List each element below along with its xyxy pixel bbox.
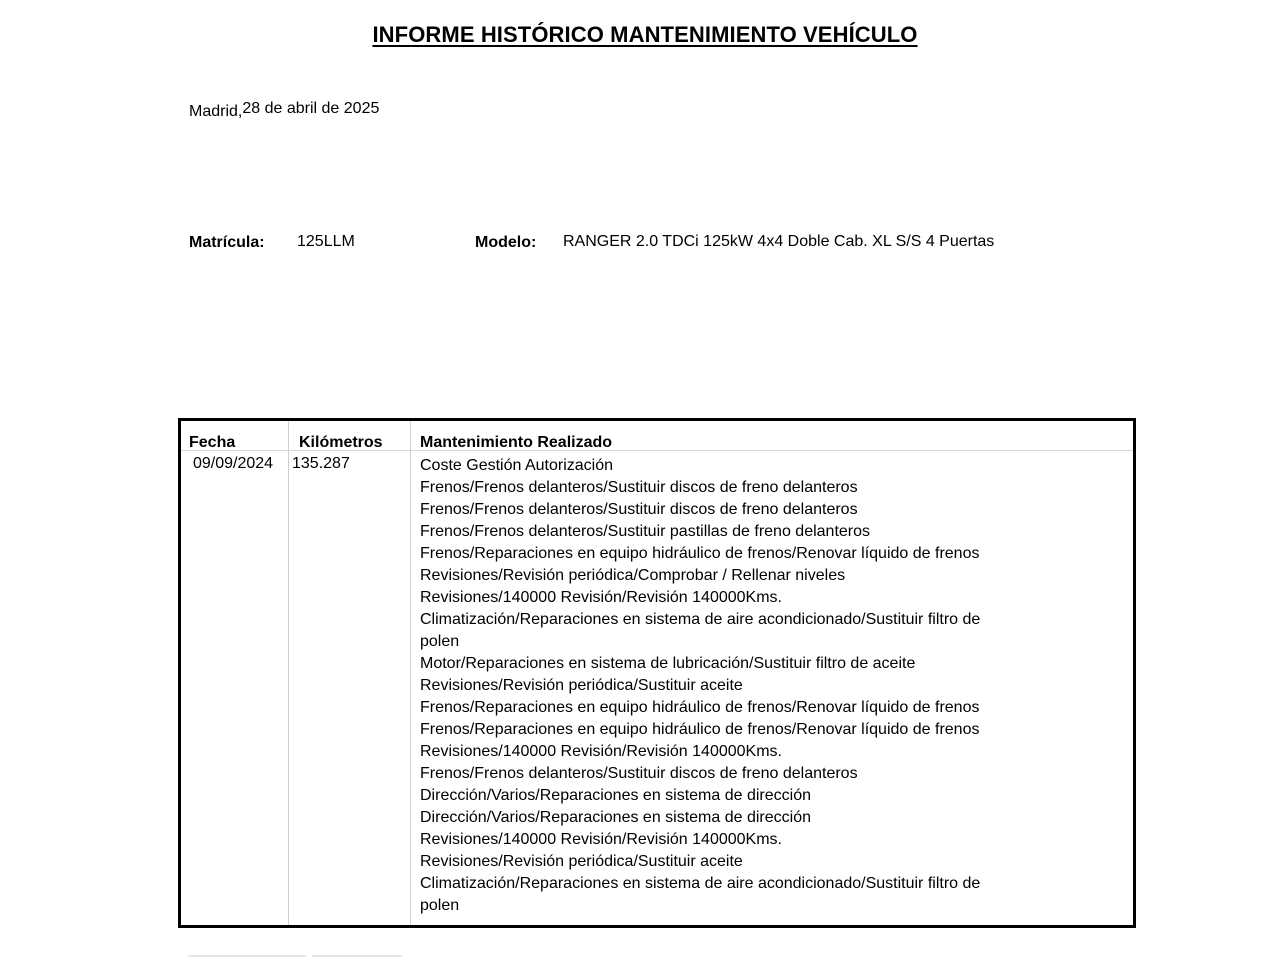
report-title: INFORME HISTÓRICO MANTENIMIENTO VEHÍCULO	[372, 22, 918, 47]
list-item: Dirección/Varios/Reparaciones en sistema de dirección	[420, 787, 811, 804]
list-item	[420, 873, 1020, 917]
list-item-line: polen	[420, 633, 460, 650]
maintenance-table	[178, 418, 1136, 928]
header-maintenance: Mantenimiento Realizado	[420, 434, 613, 451]
row-km: 135.287	[292, 455, 350, 472]
list-item: Frenos/Reparaciones en equipo hidráulico de frenos/Renovar líquido de frenos	[420, 721, 980, 738]
list-item-line: polen	[420, 897, 460, 914]
footer-rule	[188, 955, 306, 957]
list-item: Dirección/Varios/Reparaciones en sistema de dirección	[420, 809, 811, 826]
model-value: RANGER 2.0 TDCi 125kW 4x4 Doble Cab. XL S/S 4 Puertas	[563, 233, 995, 250]
list-item: Frenos/Reparaciones en equipo hidráulico de frenos/Renovar líquido de frenos	[420, 545, 980, 562]
model-label: Modelo:	[475, 234, 537, 251]
column-divider	[288, 421, 289, 925]
maintenance-list	[420, 455, 1020, 917]
list-item: Frenos/Reparaciones en equipo hidráulico de frenos/Renovar líquido de frenos	[420, 699, 980, 716]
list-item: Revisiones/Revisión periódica/Comprobar / Rellenar niveles	[420, 567, 846, 584]
footer-rule	[312, 955, 402, 957]
list-item: Revisiones/140000 Revisión/Revisión 140000Kms.	[420, 589, 782, 606]
list-item-line: Climatización/Reparaciones en sistema de aire acondicionado/Sustituir filtro de	[420, 875, 981, 892]
list-item: Frenos/Frenos delanteros/Sustituir discos de freno delanteros	[420, 501, 858, 518]
header-date: Fecha	[189, 434, 236, 451]
column-divider	[410, 421, 411, 925]
list-item: Motor/Reparaciones en sistema de lubricación/Sustituir filtro de aceite	[420, 655, 916, 672]
list-item-line: Climatización/Reparaciones en sistema de aire acondicionado/Sustituir filtro de	[420, 611, 981, 628]
list-item: Frenos/Frenos delanteros/Sustituir discos de freno delanteros	[420, 479, 858, 496]
list-item: Revisiones/Revisión periódica/Sustituir aceite	[420, 853, 743, 870]
list-item: Revisiones/140000 Revisión/Revisión 140000Kms.	[420, 831, 782, 848]
plate-label: Matrícula:	[189, 234, 265, 251]
list-item: Revisiones/140000 Revisión/Revisión 140000Kms.	[420, 743, 782, 760]
list-item: Coste Gestión Autorización	[420, 457, 613, 474]
header-km: Kilómetros	[299, 434, 383, 451]
city: Madrid,	[189, 103, 243, 120]
list-item: Frenos/Frenos delanteros/Sustituir discos de freno delanteros	[420, 765, 858, 782]
row-date: 09/09/2024	[193, 455, 274, 472]
report-date: 28 de abril de 2025	[242, 100, 380, 117]
list-item: Revisiones/Revisión periódica/Sustituir aceite	[420, 677, 743, 694]
plate-value: 125LLM	[297, 233, 355, 250]
list-item	[420, 609, 1020, 653]
list-item: Frenos/Frenos delanteros/Sustituir pastillas de freno delanteros	[420, 523, 871, 540]
place-date	[189, 100, 379, 118]
